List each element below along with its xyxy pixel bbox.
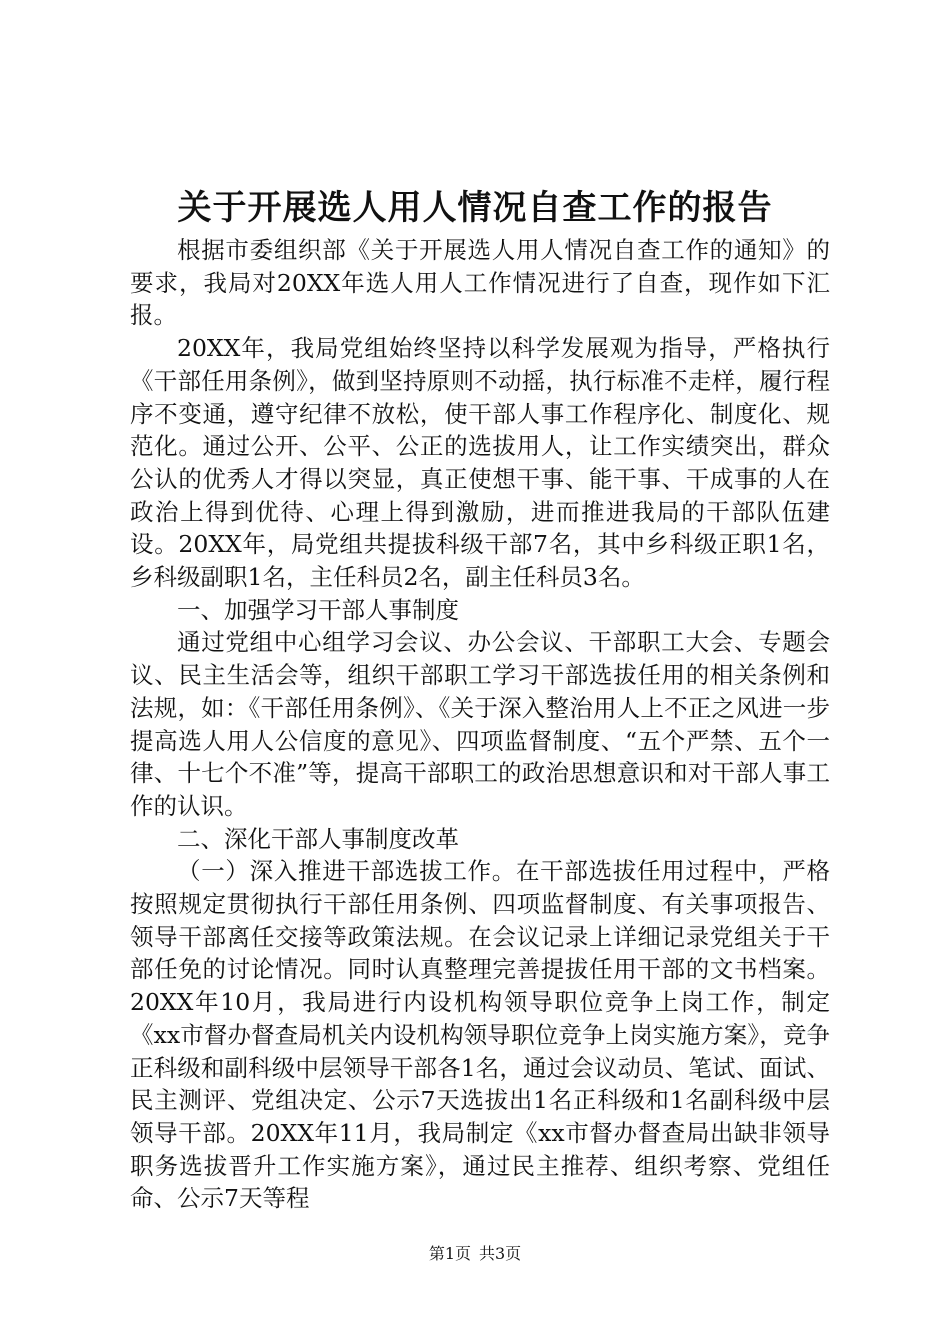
document-body: [130, 234, 830, 1215]
page-number: 第1页: [428, 1244, 471, 1263]
paragraph-overview: 20XX年，我局党组始终坚持以科学发展观为指导，严格执行《干部任用条例》，做到坚持原则不动摇，执行标准不走样，履行程序不变通，遵守纪律不放松，使干部人事工作程序化、制度化、规范化。通过公开、公平、公正的选拔用人，让工作实绩突出，群众公认的优秀人才得以突显，真正使想干事、能干事、干成事的人在政治上得到优待、心理上得到激励，进而推进我局的干部队伍建设。20XX年，局党组共提拔科级干部7名，其中乡科级正职1名，乡科级副职1名，主任科员2名，副主任科员3名。: [130, 334, 830, 592]
paragraph-intro: 根据市委组织部《关于开展选人用人情况自查工作的通知》的要求，我局对20XX年选人用人工作情况进行了自查，现作如下汇报。: [130, 236, 830, 330]
section-heading-2: 二、深化干部人事制度改革: [177, 824, 459, 853]
section-heading-1: 一、加强学习干部人事制度: [177, 595, 459, 624]
page-total: 共3页: [479, 1244, 522, 1263]
paragraph-reform: （一）深入推进干部选拔工作。在干部选拔任用过程中，严格按照规定贯彻执行干部任用条例、四项监督制度、有关事项报告、领导干部离任交接等政策法规。在会议记录上详细记录党组关于干部任免的讨论情况。同时认真整理完善提拔任用干部的文书档案。20XX年10月，我局进行内设机构领导职位竞争上岗工作，制定《xx市督办督查局机关内设机构领导职位竞争上岗实施方案》，竞争正科级和副科级中层领导干部各1名，通过会议动员、笔试、面试、民主测评、党组决定、公示7天选拔出1名正科级和1名副科级中层领导干部。20XX年11月，我局制定《xx市督办督查局出缺非领导职务选拔晋升工作实施方案》，通过民主推荐、组织考察、党组任命、公示7天等程: [130, 857, 830, 1213]
paragraph-study: 通过党组中心组学习会议、办公会议、干部职工大会、专题会议、民主生活会等，组织干部职工学习干部选拔任用的相关条例和法规，如：《干部任用条例》、《关于深入整治用人上不正之风进一步提高选人用人公信度的意见》、四项监督制度、“五个严禁、五个一律、十七个不准”等，提高干部职工的政治思想意识和对干部人事工作的认识。: [130, 628, 830, 820]
page-footer: [0, 1243, 950, 1265]
document-title: 关于开展选人用人情况自查工作的报告: [177, 188, 773, 228]
